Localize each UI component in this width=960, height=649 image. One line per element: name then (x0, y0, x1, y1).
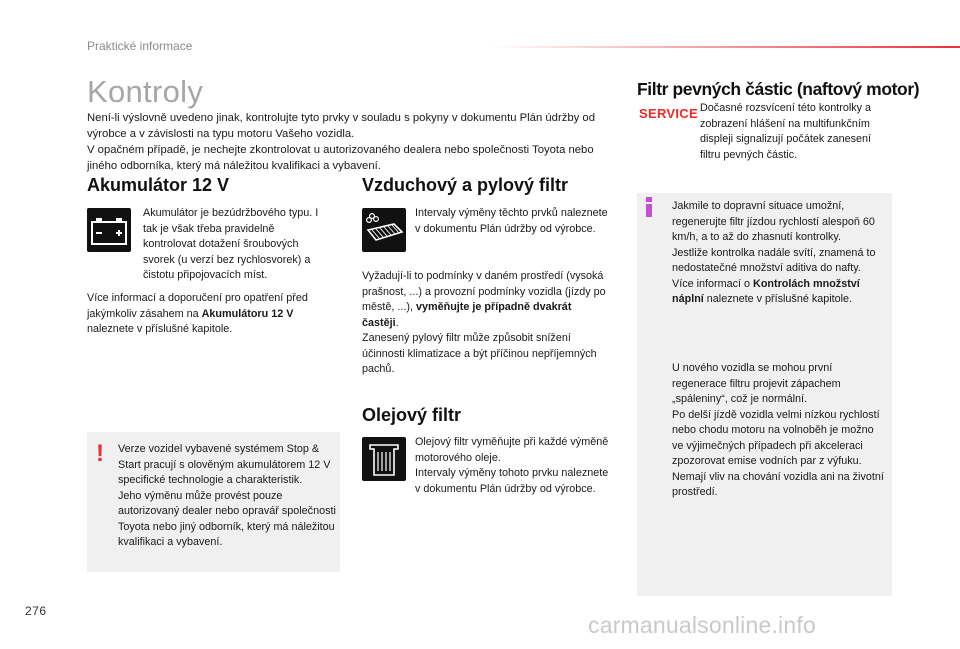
info-text-bottom (672, 361, 887, 501)
oil-filter-heading: Olejový filtr (362, 405, 462, 425)
info-p3-pre: Více informací o (672, 277, 754, 290)
air-filter-p2-bold: vyměňujte je případně dvakrát častěji (362, 301, 572, 329)
info-p3 (672, 277, 887, 308)
battery-heading: Akumulátor 12 V (87, 175, 230, 195)
air-filter-p2-pre: Vyžadují-li to podmínky v daném prostředí (vysoká prašnost, ...) a provozní podmínky vozidla (jízdy po městě, ...), (362, 270, 606, 313)
section-label: Praktické informace (87, 39, 193, 53)
air-filter-p3: Zanesený pylový filtr může způsobit snížení účinnosti klimatizace a být příčinou nepříjemných pachů. (362, 332, 597, 375)
oil-filter-text-2: Intervaly výměny tohoto prvku naleznete v dokumentu Plán údržby od výrobce. (415, 467, 609, 495)
oil-filter-text (415, 435, 610, 497)
header-accent-line (490, 46, 960, 48)
dpf-heading: Filtr pevných částic (naftový motor) (637, 79, 920, 99)
oil-filter-icon (362, 437, 406, 481)
info-text-top (672, 199, 887, 308)
air-filter-heading: Vzduchový a pylový filtr (362, 175, 569, 195)
battery-text: Akumulátor je bezúdržbového typu. I tak je však třeba pravidelně kontrolovat dotažení šroubových svorek (u verzí bez rychlosvorek) a čistotu připojovacích míst. (143, 207, 319, 281)
air-filter-p2-post: . (395, 316, 399, 329)
page-number: 276 (25, 604, 47, 618)
battery-more-post: naleznete v příslušné kapitole. (87, 323, 233, 335)
warning-text-1: Verze vozidel vybavené systémem Stop & Start pracují s olověným akumulátorem 12 V specifické technologie a charakteristik. (118, 443, 331, 486)
warning-text (118, 442, 338, 551)
exclamation-icon: ! (96, 440, 104, 467)
dpf-text: Dočasné rozsvícení této kontrolky a zobrazení hlášení na multifunkčním displeji signalizují počátek zanesení filtru pevných částic. (700, 102, 872, 161)
intro-text (87, 110, 617, 174)
info-p3-bold: Kontrolách množství náplní (672, 277, 860, 305)
oil-filter-text-1: Olejový filtr vyměňujte při každé výměně motorového oleje. (415, 436, 609, 464)
battery-more-pre: Více informací a doporučení pro opatření před jakýmkoliv zásahem na (87, 292, 308, 320)
info-p2: Jestliže kontrolka nadále svítí, znamená to nedostatečné množství aditiva do nafty. (672, 246, 876, 274)
air-filter-text: Intervaly výměny těchto prvků naleznete v dokumentu Plán údržby od výrobce. (415, 207, 608, 235)
battery-more-info (87, 291, 342, 338)
info-p4: U nového vozidla se mohou první regenerace filtru projevit zápachem „spáleniny“, což je normální. (672, 362, 841, 405)
intro-line-1: Není-li výslovně uvedeno jinak, kontrolujte tyto prvky v souladu s pokyny v dokumentu Plán údržby od výrobce a v závislosti na typu motoru Vašeho vozidla. (87, 112, 596, 140)
battery-more-bold: Akumulátoru 12 V (201, 307, 294, 320)
air-filter-icon (362, 208, 406, 252)
service-warning-icon: SERVICE (639, 106, 698, 121)
air-filter-p2 (362, 269, 607, 331)
info-icon (644, 197, 654, 217)
air-filter-details (362, 269, 607, 378)
battery-icon (87, 208, 131, 252)
info-p3-post: naleznete v příslušné kapitole. (703, 293, 853, 305)
watermark: carmanualsonline.info (588, 612, 816, 638)
info-p1: Jakmile to dopravní situace umožní, regenerujte filtr jízdou rychlostí alespoň 60 km/h, a to až do zhasnutí kontrolky. (672, 200, 875, 243)
info-p5: Po delší jízdě vozidla velmi nízkou rychlostí nebo chodu motoru na volnoběh je možno ve výjimečných případech při akceleraci zpozorovat emise vodních par z výfuku. Nemají vliv na chování vozidla ani na životní prostředí. (672, 408, 884, 498)
intro-line-2: V opačném případě, je nechejte zkontrolovat u autorizovaného dealera nebo společnosti Toyota nebo jiného odborníka, který má náležitou kvalifikaci a vybavení. (87, 144, 594, 172)
page-title: Kontroly (87, 74, 204, 109)
warning-text-2: Jeho výměnu může provést pouze autorizovaný dealer nebo opravář společnosti Toyota nebo jiný odborník, který má náležitou kvalifikaci a vybavení. (118, 489, 336, 548)
